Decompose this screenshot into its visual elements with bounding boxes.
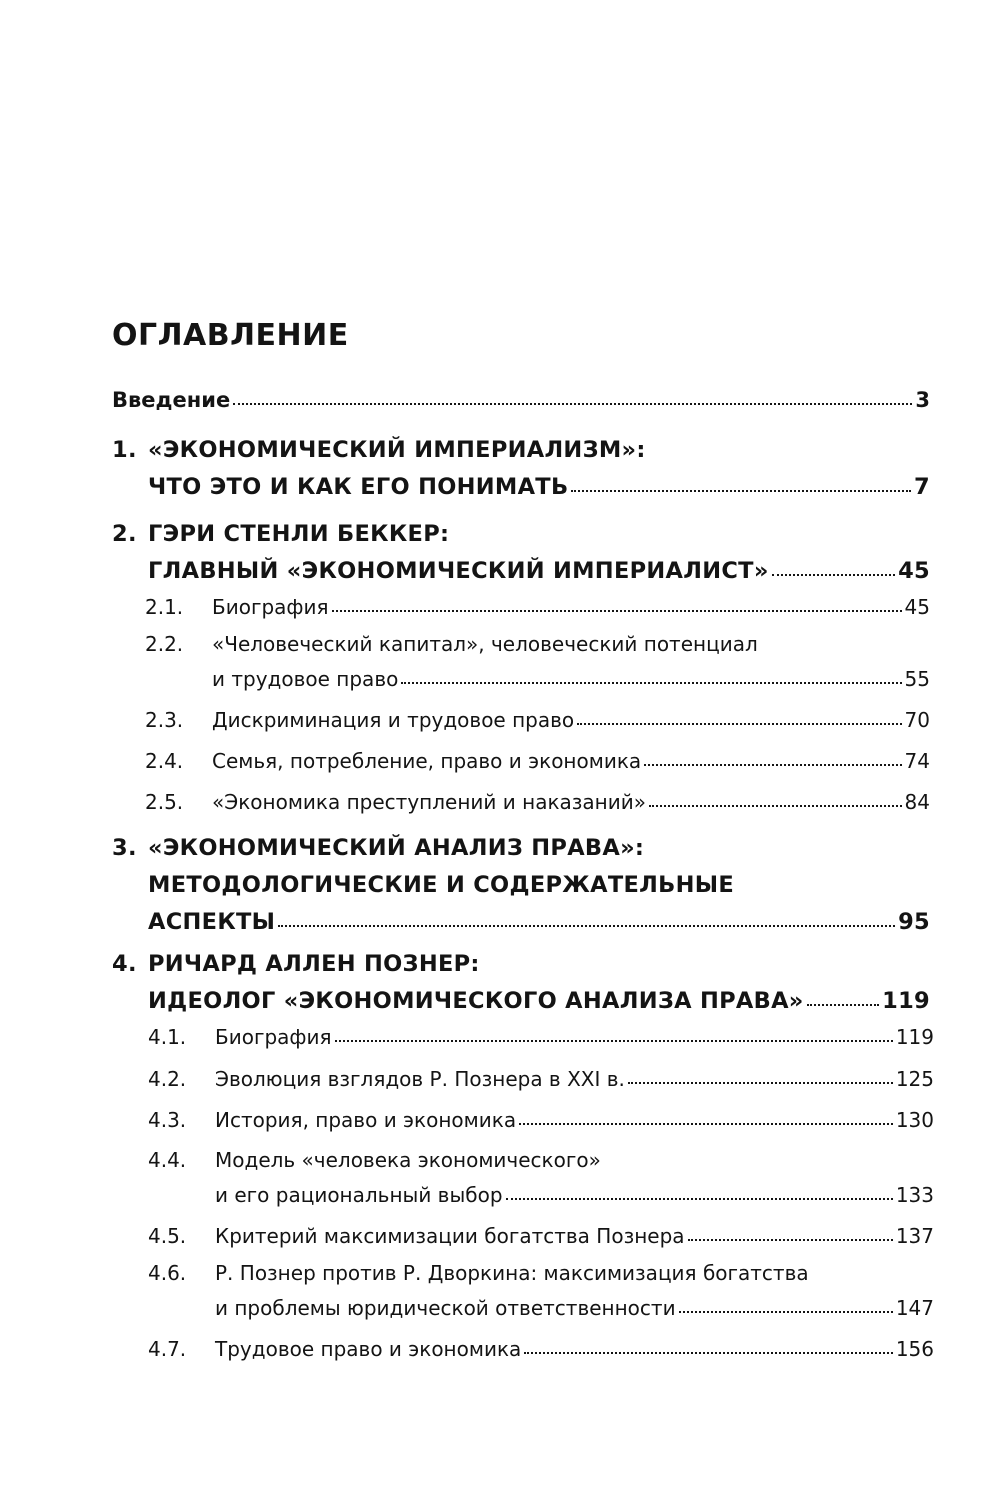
dot-leader: [679, 1311, 893, 1313]
dot-leader: [233, 403, 912, 405]
page-number: 7: [914, 474, 930, 500]
dot-leader: [401, 682, 901, 684]
dot-leader: [772, 574, 895, 576]
page-number: 84: [904, 790, 930, 814]
page-number: 119: [895, 1025, 934, 1049]
chapter-title-line: «ЭКОНОМИЧЕСКИЙ ИМПЕРИАЛИЗМ»:: [148, 437, 646, 463]
dot-leader: [332, 610, 902, 612]
toc-section-4-6[interactable]: [148, 1256, 934, 1326]
chapter-title-line: МЕТОДОЛОГИЧЕСКИЕ И СОДЕРЖАТЕЛЬНЫЕ: [148, 872, 735, 898]
dot-leader: [644, 764, 901, 766]
section-number: 2.2.: [145, 632, 184, 656]
page-number: 45: [904, 595, 930, 619]
toc-entry-introduction[interactable]: [112, 388, 930, 412]
section-number: 2.5.: [145, 790, 184, 814]
toc-chapter-4[interactable]: [112, 946, 930, 1020]
dot-leader: [278, 925, 895, 927]
section-number: 4.4.: [148, 1148, 187, 1172]
page-number: 45: [898, 558, 930, 584]
page-number: 130: [895, 1108, 934, 1132]
chapter-title-line: «ЭКОНОМИЧЕСКИЙ АНАЛИЗ ПРАВА»:: [148, 835, 645, 861]
section-number: 4.1.: [148, 1025, 187, 1049]
toc-chapter-2[interactable]: [112, 516, 930, 590]
page-number: 70: [904, 708, 930, 732]
section-title-line: и его рациональный выбор: [215, 1183, 503, 1207]
page-number: 55: [904, 667, 930, 691]
page-title: ОГЛАВЛЕНИЕ: [112, 318, 349, 353]
section-number: 4.3.: [148, 1108, 187, 1132]
dot-leader: [506, 1198, 893, 1200]
section-number: 4.6.: [148, 1261, 187, 1285]
chapter-title-line: ГЛАВНЫЙ «ЭКОНОМИЧЕСКИЙ ИМПЕРИАЛИСТ»: [148, 558, 769, 584]
toc-entry-label: Введение: [112, 388, 231, 412]
dot-leader: [649, 805, 902, 807]
page-number: 137: [895, 1224, 934, 1248]
dot-leader: [335, 1040, 893, 1042]
page-number: 133: [895, 1183, 934, 1207]
section-title: Эволюция взглядов Р. Познера в XXI в.: [215, 1067, 625, 1091]
toc-section-4-2[interactable]: [148, 1062, 934, 1097]
toc-section-4-5[interactable]: [148, 1219, 934, 1254]
chapter-title-line: ГЭРИ СТЕНЛИ БЕККЕР:: [148, 521, 450, 547]
chapter-title-line: ИДЕОЛОГ «ЭКОНОМИЧЕСКОГО АНАЛИЗА ПРАВА»: [148, 988, 804, 1014]
page-number: 95: [898, 909, 930, 935]
toc-section-4-1[interactable]: [148, 1020, 934, 1055]
dot-leader: [688, 1239, 893, 1241]
page-number: 125: [895, 1067, 934, 1091]
chapter-number: 3.: [112, 835, 137, 861]
section-title-line: Модель «человека экономического»: [215, 1148, 601, 1172]
section-title-line: и проблемы юридической ответственности: [215, 1296, 676, 1320]
section-title: Трудовое право и экономика: [215, 1337, 522, 1361]
toc-section-2-1[interactable]: [145, 590, 930, 625]
page-number: 156: [895, 1337, 934, 1361]
page-number: 74: [904, 749, 930, 773]
chapter-title-line: АСПЕКТЫ: [148, 909, 276, 935]
toc-section-2-2[interactable]: [145, 627, 930, 697]
chapter-number: 4.: [112, 951, 137, 977]
dot-leader: [524, 1352, 893, 1354]
section-number: 2.4.: [145, 749, 184, 773]
section-number: 2.3.: [145, 708, 184, 732]
dot-leader: [577, 723, 901, 725]
page-number: 119: [882, 988, 930, 1014]
section-title-line: Р. Познер против Р. Дворкина: максимизация богатства: [215, 1261, 809, 1285]
chapter-title-line: РИЧАРД АЛЛЕН ПОЗНЕР:: [148, 951, 480, 977]
toc-section-4-7[interactable]: [148, 1332, 934, 1367]
toc-section-4-3[interactable]: [148, 1103, 934, 1138]
toc-chapter-3[interactable]: [112, 830, 930, 941]
section-title: История, право и экономика: [215, 1108, 517, 1132]
section-number: 4.7.: [148, 1337, 187, 1361]
section-title: Биография: [215, 1025, 332, 1049]
page-number: 3: [915, 388, 930, 412]
section-number: 4.2.: [148, 1067, 187, 1091]
section-title-line: и трудовое право: [212, 667, 399, 691]
chapter-title-line: ЧТО ЭТО И КАК ЕГО ПОНИМАТЬ: [148, 474, 569, 500]
toc-section-2-3[interactable]: [145, 703, 930, 738]
toc-section-2-4[interactable]: [145, 744, 930, 779]
dot-leader: [571, 490, 911, 492]
section-title: Дискриминация и трудовое право: [212, 708, 575, 732]
toc-section-4-4[interactable]: [148, 1143, 934, 1213]
chapter-number: 1.: [112, 437, 137, 463]
section-title: Биография: [212, 595, 329, 619]
dot-leader: [807, 1004, 880, 1006]
section-title: Семья, потребление, право и экономика: [212, 749, 642, 773]
section-number: 2.1.: [145, 595, 184, 619]
dot-leader: [628, 1082, 893, 1084]
toc-chapter-1[interactable]: [112, 432, 930, 506]
toc-section-2-5[interactable]: [145, 785, 930, 820]
page-number: 147: [895, 1296, 934, 1320]
dot-leader: [519, 1123, 893, 1125]
section-title: «Экономика преступлений и наказаний»: [212, 790, 646, 814]
section-title: Критерий максимизации богатства Познера: [215, 1224, 685, 1248]
section-title-line: «Человеческий капитал», человеческий потенциал: [212, 632, 758, 656]
section-number: 4.5.: [148, 1224, 187, 1248]
chapter-number: 2.: [112, 521, 137, 547]
